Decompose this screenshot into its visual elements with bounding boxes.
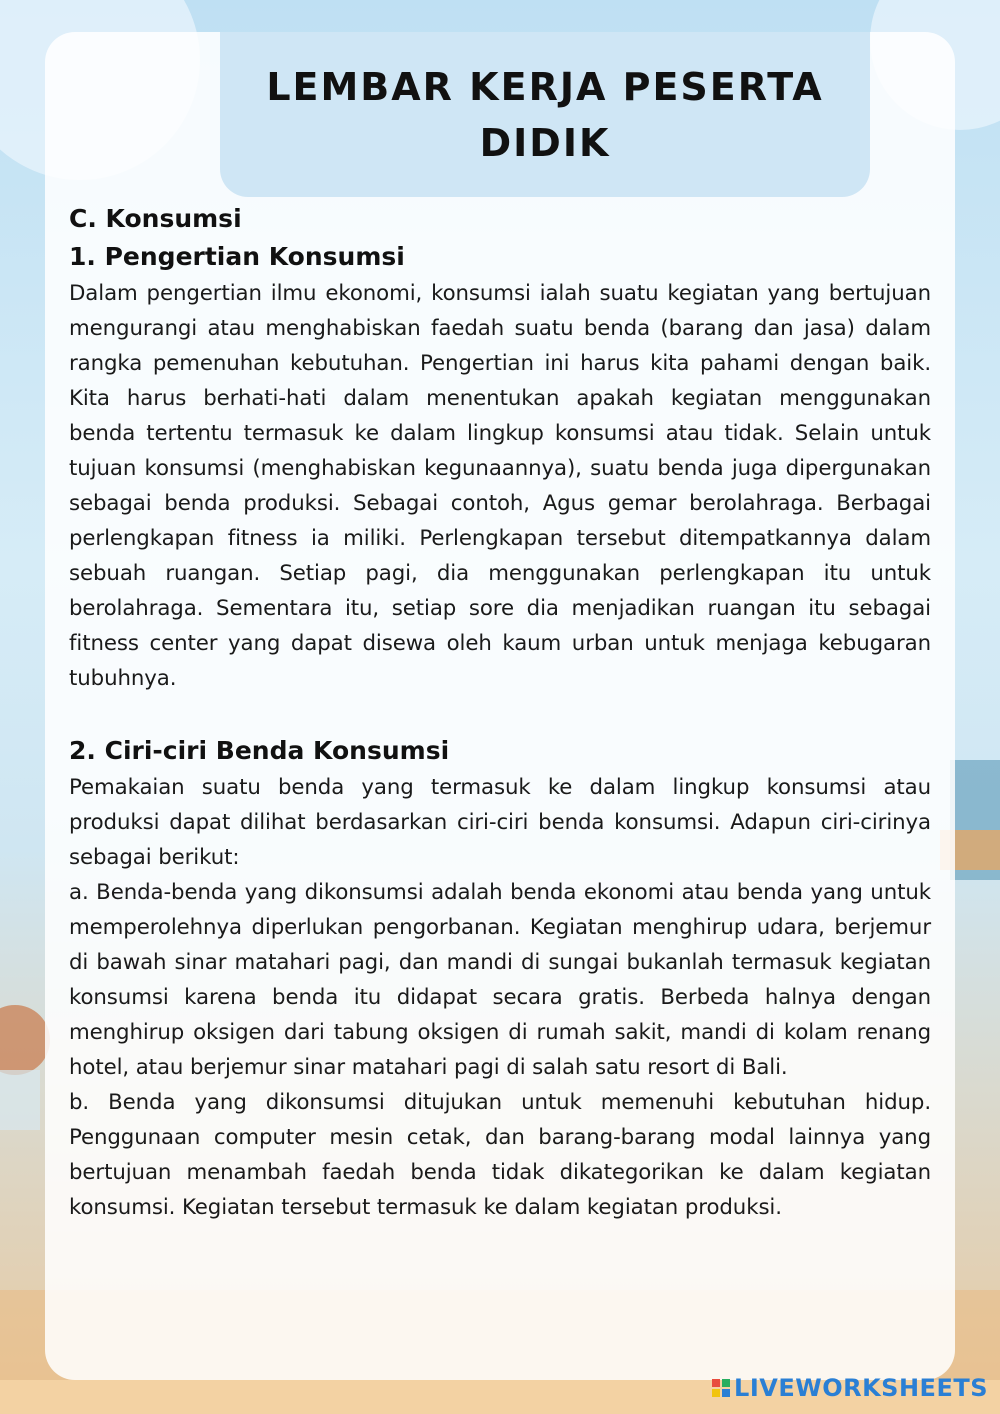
spacer — [69, 696, 931, 732]
title-banner — [220, 32, 870, 197]
paragraph-point-a: a. Benda-benda yang dikonsumsi adalah benda ekonomi atau benda yang untuk memperolehnya diperlukan pengorbanan. Kegiatan menghirup udara, berjemur di bawah sinar matahari pagi, dan mandi di sungai bukanlah termasuk kegiatan konsumsi karena benda itu didapat secara gratis. Berbeda halnya dengan menghirup oksigen dari tabung oksigen di rumah sakit, mandi di kolam renang hotel, atau berjemur sinar matahari pagi di salah satu resort di Bali. — [69, 880, 931, 1080]
paragraph-ciri-ciri-intro: Pemakaian suatu benda yang termasuk ke dalam lingkup konsumsi atau produksi dapat dilihat berdasarkan ciri-ciri benda konsumsi. Adapun ciri-cirinya sebagai berikut: — [69, 775, 931, 870]
worksheet-content — [69, 200, 931, 1225]
logo-text: LIVEWORKSHEETS — [734, 1374, 988, 1402]
liveworksheets-logo-icon — [712, 1379, 730, 1397]
section-heading-konsumsi: C. Konsumsi — [69, 204, 242, 233]
paragraph-pengertian: Dalam pengertian ilmu ekonomi, konsumsi ialah suatu kegiatan yang bertujuan mengurangi atau menghabiskan faedah suatu benda (barang dan jasa) dalam rangka pemenuhan kebutuhan. Pengertian ini harus kita pahami dengan baik. Kita harus berhati-hati dalam menentukan apakah kegiatan menggunakan benda tertentu termasuk ke dalam lingkup konsumsi atau tidak. Selain untuk tujuan konsumsi (menghabiskan kegunaannya), suatu benda juga dipergunakan sebagai benda produksi. Sebagai contoh, Agus gemar berolahraga. Berbagai perlengkapan fitness ia miliki. Perlengkapan tersebut ditempatkannya dalam sebuah ruangan. Setiap pagi, dia menggunakan perlengkapan itu untuk berolahraga. Sementara itu, setiap sore dia menjadikan ruangan itu sebagai fitness center yang dapat disewa oleh kaum urban untuk menjaga kebugaran tubuhnya. — [69, 281, 931, 691]
paragraph-point-b: b. Benda yang dikonsumsi ditujukan untuk memenuhi kebutuhan hidup. Penggunaan computer mesin cetak, dan barang-barang modal lainnya yang bertujuan menambah faedah benda tidak dikategorikan ke dalam kegiatan konsumsi. Kegiatan tersebut termasuk ke dalam kegiatan produksi. — [69, 1090, 931, 1220]
subsection-heading-ciri-ciri: 2. Ciri-ciri Benda Konsumsi — [69, 736, 450, 765]
liveworksheets-logo[interactable] — [712, 1374, 988, 1402]
subsection-heading-pengertian: 1. Pengertian Konsumsi — [69, 242, 405, 271]
page-title: LEMBAR KERJA PESERTA DIDIK — [266, 64, 824, 165]
